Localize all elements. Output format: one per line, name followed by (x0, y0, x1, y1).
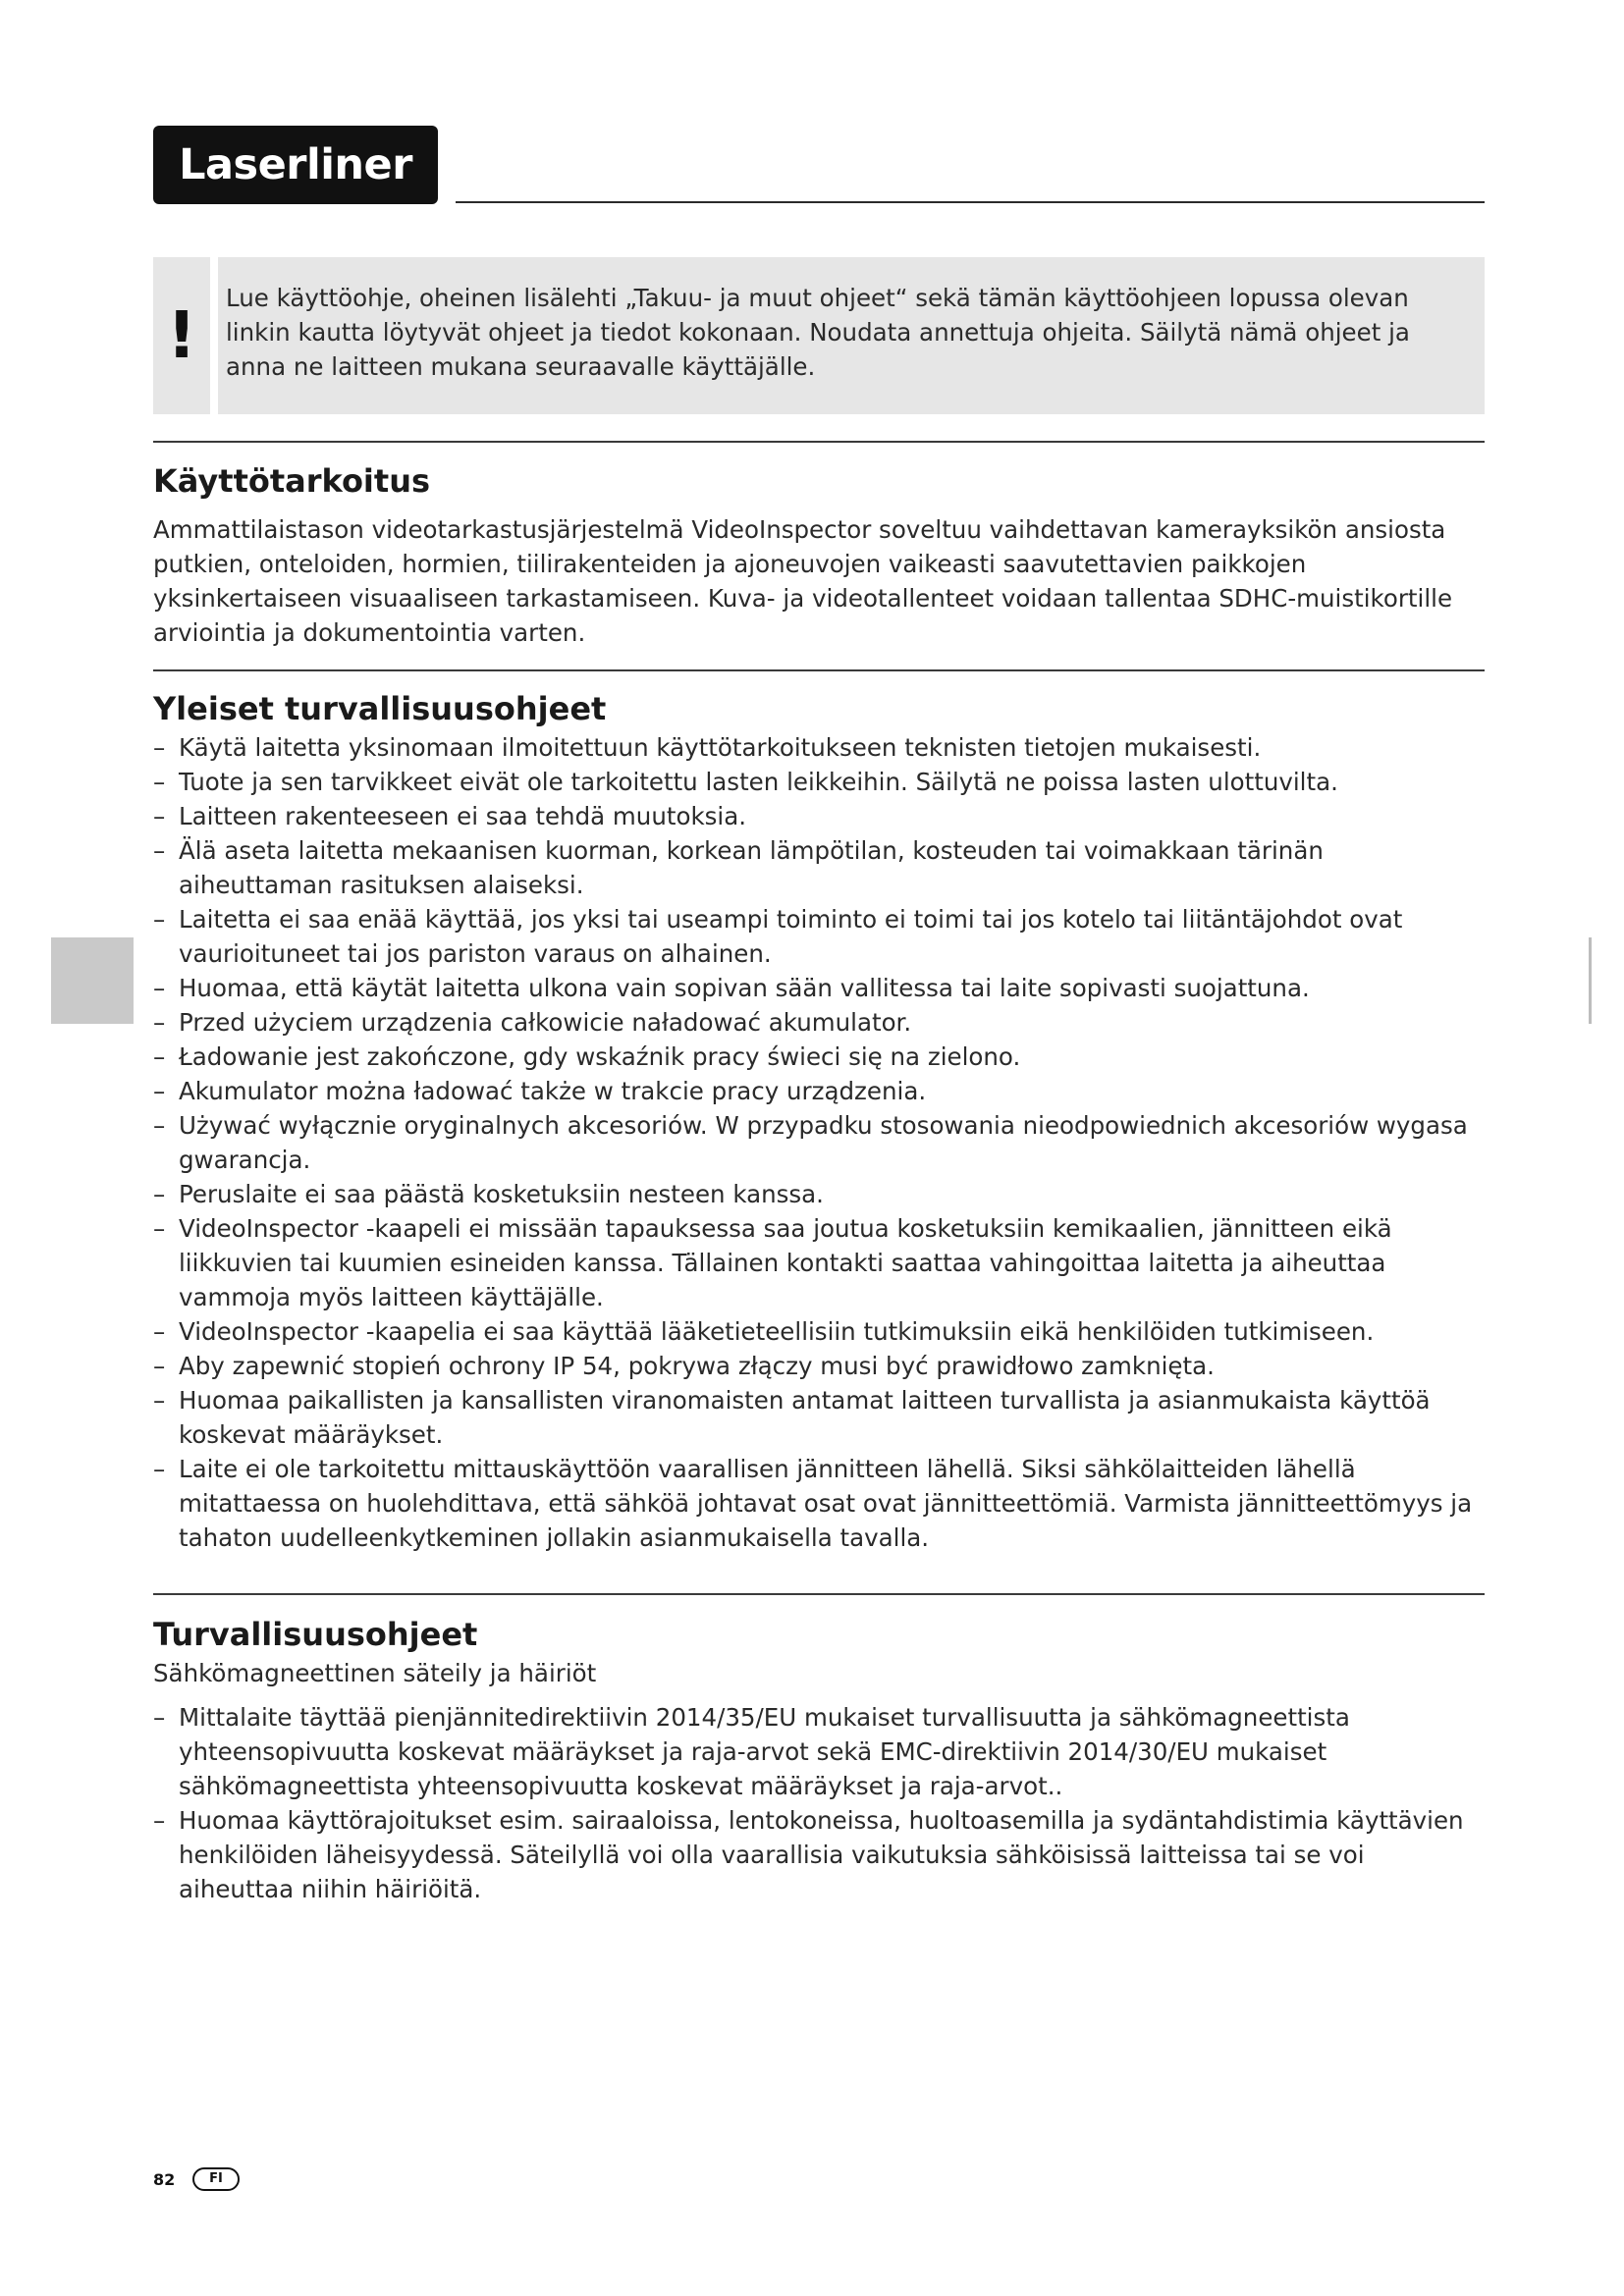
section-rule (153, 669, 1485, 671)
list-item: – Huomaa käyttörajoitukset esim. sairaaloissa, lentokoneissa, huoltoasemilla ja sydäntahdistimia käyttävien henkilöiden läheisyydessä. Säteilyllä voi olla vaarallisia vaikutuksia sähköisissä laitteissa tai se voi aiheuttaa niihin häiriöitä. (153, 1803, 1485, 1906)
list-item: – Laitteen rakenteeseen ei saa tehdä muutoksia. (153, 799, 1485, 833)
list-item: – Huomaa, että käytät laitetta ulkona vain sopivan sään vallitessa tai laite sopivasti suojattuna. (153, 971, 1485, 1005)
list-item: – Mittalaite täyttää pienjännitedirektiivin 2014/35/EU mukaiset turvallisuutta ja sähkömagneettista yhteensopivuutta koskevat määräykset ja raja-arvot sekä EMC-direktiivin 2014/30/EU mukaiset sähkömagneettista yhteensopivuutta koskevat määräykset ja raja-arvot.. (153, 1700, 1485, 1803)
list-item: – VideoInspector -kaapelia ei saa käyttää lääketieteellisiin tutkimuksiin eikä henkilöiden tutkimiseen. (153, 1314, 1485, 1349)
general-safety-list (153, 730, 1485, 1555)
list-item: – Tuote ja sen tarvikkeet eivät ole tarkoitettu lasten leikkeihin. Säilytä ne poissa lasten ulottuvilta. (153, 765, 1485, 799)
purpose-heading: Käyttötarkoitus (153, 462, 431, 500)
purpose-text: Ammattilaistason videotarkastusjärjestelmä VideoInspector soveltuu vaihdettavan kamerayksikön ansiosta putkien, onteloiden, hormien, tiilirakenteiden ja ajoneuvojen vaikeasti saavutettavien paikkojen yksinkertaiseen visuaaliseen tarkastamiseen. Kuva- ja videotallenteet voidaan tallentaa SDHC-muistikortille arviointia ja dokumentointia varten. (153, 515, 1453, 647)
notice-divider (210, 257, 218, 414)
list-item: – Käytä laitetta yksinomaan ilmoitettuun käyttötarkoitukseen teknisten tietojen mukaisesti. (153, 730, 1485, 765)
safety-list (153, 1700, 1485, 1906)
safety-subheading: Sähkömagneettinen säteily ja häiriöt (153, 1659, 597, 1687)
side-margin-line (1589, 937, 1592, 1024)
list-item: – Używać wyłącznie oryginalnych akcesoriów. W przypadku stosowania nieodpowiednich akcesoriów wygasa gwarancja. (153, 1108, 1485, 1177)
list-item: – Aby zapewnić stopień ochrony IP 54, pokrywa złączy musi być prawidłowo zamknięta. (153, 1349, 1485, 1383)
list-item: – Älä aseta laitetta mekaanisen kuorman, korkean lämpötilan, kosteuden tai voimakkaan tärinän aiheuttaman rasituksen alaiseksi. (153, 833, 1485, 902)
notice-box (153, 257, 1485, 414)
list-item: – Laite ei ole tarkoitettu mittauskäyttöön vaarallisen jännitteen lähellä. Siksi sähkölaitteiden lähellä mitattaessa on huolehdittava, että sähköä johtavat osat ovat jännitteettömiä. Varmista jännitteettömyys ja tahaton uudelleenkytkeminen jollakin asianmukaisella tavalla. (153, 1452, 1485, 1555)
list-item: – Laitetta ei saa enää käyttää, jos yksi tai useampi toiminto ei toimi tai jos kotelo tai liitäntäjohdot ovat vaurioituneet tai jos pariston varaus on alhainen. (153, 902, 1485, 971)
safety-heading: Turvallisuusohjeet (153, 1616, 478, 1653)
list-item: – Akumulator można ładować także w trakcie pracy urządzenia. (153, 1074, 1485, 1108)
list-item: – VideoInspector -kaapeli ei missään tapauksessa saa joutua kosketuksiin kemikaalien, jännitteen eikä liikkuvien tai kuumien esineiden kanssa. Tällainen kontakti saattaa vahingoittaa laitetta ja aiheuttaa vammoja myös laitteen käyttäjälle. (153, 1211, 1485, 1314)
exclamation-icon: ! (166, 297, 197, 373)
page-number: 82 (153, 2170, 176, 2189)
list-item: – Peruslaite ei saa päästä kosketuksiin nesteen kanssa. (153, 1177, 1485, 1211)
section-rule (153, 1593, 1485, 1595)
list-item: – Przed użyciem urządzenia całkowicie naładować akumulator. (153, 1005, 1485, 1040)
section-rule (153, 441, 1485, 443)
brand-logo: Laserliner (153, 126, 438, 204)
general-safety-heading: Yleiset turvallisuusohjeet (153, 690, 607, 727)
notice-text: Lue käyttöohje, oheinen lisälehti „Takuu- ja muut ohjeet“ sekä tämän käyttöohjeen lopussa olevan linkin kautta löytyvät ohjeet ja tiedot kokonaan. Noudata annettuja ohjeita. Säilytä nämä ohjeet ja anna ne laitteen mukana seuraavalle käyttäjälle. (226, 284, 1410, 381)
language-badge: FI (192, 2167, 240, 2191)
list-item: – Ładowanie jest zakończone, gdy wskaźnik pracy świeci się na zielono. (153, 1040, 1485, 1074)
list-item: – Huomaa paikallisten ja kansallisten viranomaisten antamat laitteen turvallista ja asianmukaista käyttöä koskevat määräykset. (153, 1383, 1485, 1452)
header-rule (456, 201, 1485, 203)
side-tab-marker (51, 937, 134, 1024)
